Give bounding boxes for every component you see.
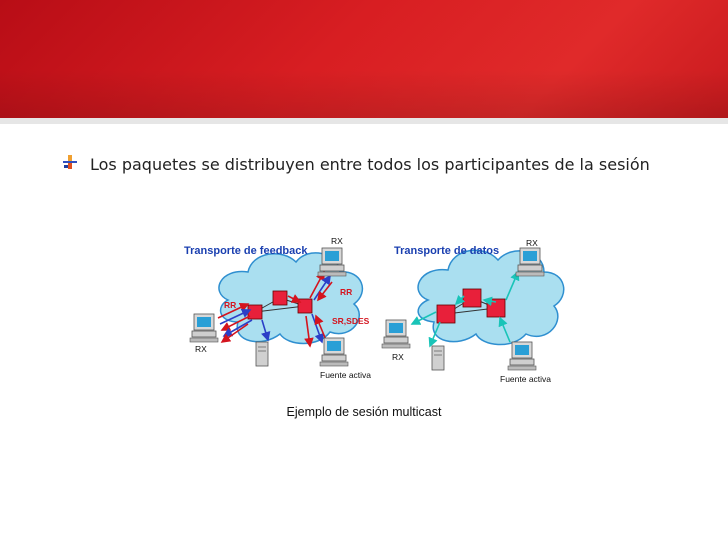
left-label-rr-left: RR — [224, 300, 237, 310]
left-label-rr-right: RR — [340, 287, 353, 297]
right-label-rx-top: RX — [526, 238, 538, 248]
right-rx-top-computer — [516, 248, 544, 276]
left-source-computer — [320, 338, 348, 366]
left-diagram-title: Transporte de feedback — [184, 245, 308, 257]
left-label-source: Fuente activa — [320, 370, 372, 380]
left-label-sr-sdes: SR,SDES — [332, 316, 370, 326]
right-source-computer — [508, 342, 536, 370]
left-router-3 — [298, 299, 312, 313]
right-label-rx-left: RX — [392, 352, 404, 362]
left-rx-left-computer — [190, 314, 218, 342]
right-network-diagram — [382, 238, 564, 384]
right-label-source: Fuente activa — [500, 374, 552, 384]
right-server-tower — [432, 346, 444, 370]
left-network-diagram — [184, 236, 371, 380]
right-cloud — [418, 250, 564, 344]
diagram-caption: Ejemplo de sesión multicast — [286, 405, 442, 419]
left-router-2 — [273, 291, 287, 305]
left-label-rx-top: RX — [331, 236, 343, 246]
right-diagram-title: Transporte de datos — [394, 245, 500, 257]
left-server-tower — [256, 342, 268, 366]
left-label-rx-left: RX — [195, 344, 207, 354]
right-router-2 — [463, 289, 481, 307]
bullet-text: Los paquetes se distribuyen entre todos los participantes de la sesión — [90, 155, 650, 174]
right-rx-left-computer — [382, 320, 410, 348]
left-router-1 — [248, 305, 262, 319]
left-rx-top-computer — [318, 248, 346, 276]
right-router-1 — [437, 305, 455, 323]
